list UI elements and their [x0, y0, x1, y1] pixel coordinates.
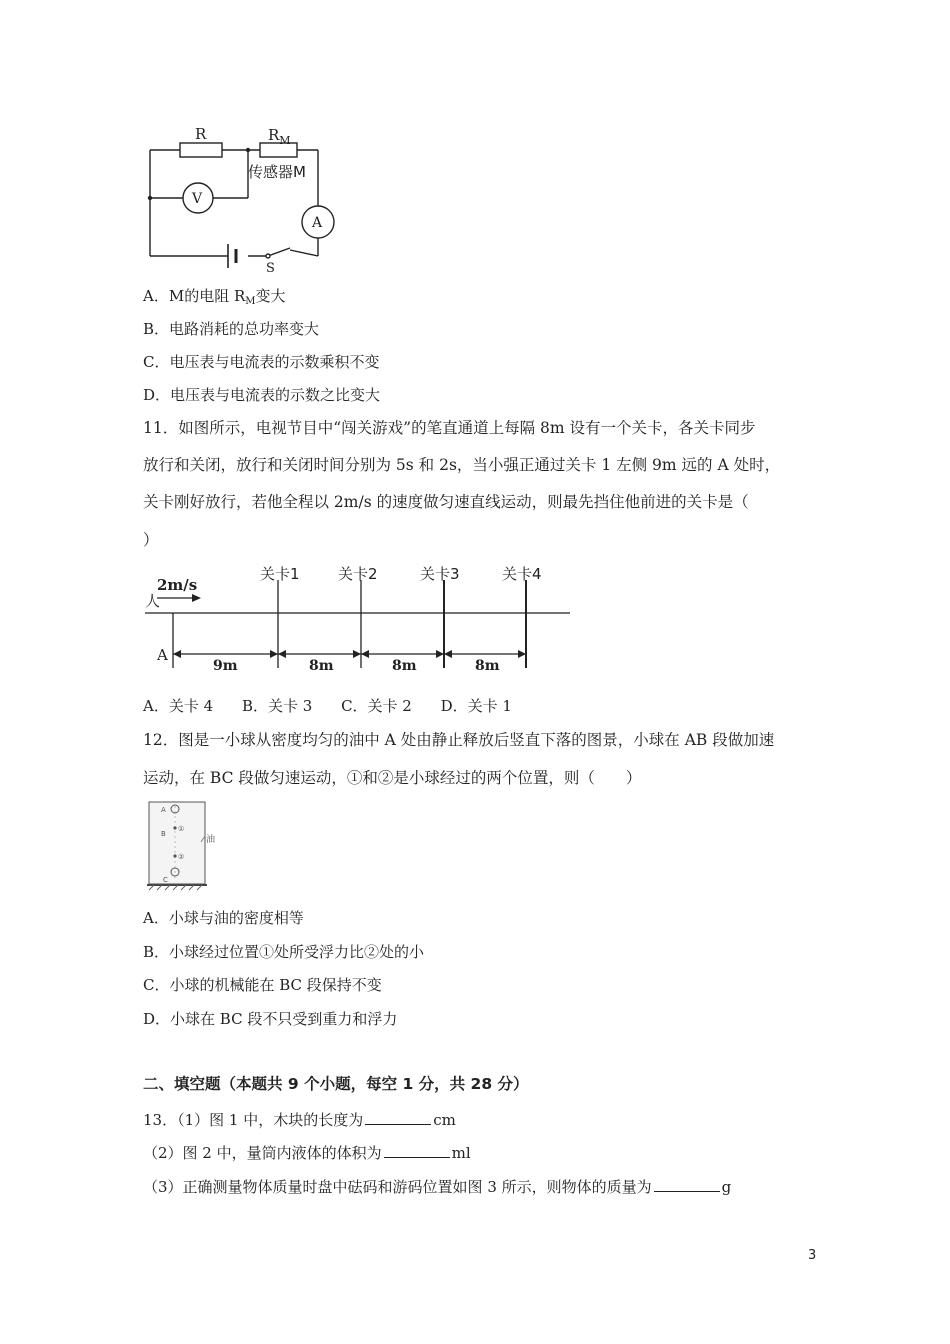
distance-3-label: 8m: [392, 658, 417, 674]
gate-4-label: 关卡4: [502, 565, 542, 583]
distance-1-label: 9m: [213, 658, 238, 674]
q10-option-d: D．电压表与电流表的示数之比变大: [143, 386, 381, 404]
q10-option-a: A．M的电阻 $R_M$变大: [143, 287, 286, 307]
q11-line-1: 11．如图所示，电视节目中“闯关游戏”的笔直通道上每隔 8m 设有一个关卡，各关卡同步: [143, 419, 756, 437]
circuit-rm-main: R: [268, 126, 280, 144]
distance-4-label: 8m: [475, 658, 500, 674]
q12-option-d: D．小球在 BC 段不只受到重力和浮力: [143, 1010, 398, 1028]
q12-line-1: 12．图是一小球从密度均匀的油中 A 处由静止释放后竖直下落的图景，小球在 AB 段做加速: [143, 731, 775, 749]
circuit-rm-label: [268, 126, 291, 147]
q13-line-2: （2）图 2 中，量筒内液体的体积为 ml: [143, 1144, 471, 1162]
q10-option-b: B．电路消耗的总功率变大: [143, 320, 320, 338]
oil-ball-diagram: [145, 798, 225, 894]
q13-line-3: （3）正确测量物体质量时盘中砝码和游码位置如图 3 所示，则物体的质量为 g: [143, 1178, 732, 1196]
gate-diagram: [145, 560, 575, 675]
gate-3-label: 关卡3: [420, 565, 460, 583]
circuit-diagram: [140, 120, 350, 275]
oil-point-a: A: [161, 806, 166, 814]
q10-option-c: C．电压表与电流表的示数乘积不变: [143, 353, 380, 371]
oil-pos-1: ①: [178, 825, 185, 833]
switch-label: S: [266, 261, 275, 276]
point-a-label: A: [157, 646, 168, 664]
circuit-r-label: R: [195, 125, 207, 143]
q12-option-c: C．小球的机械能在 BC 段保持不变: [143, 976, 382, 994]
q11-option-c: C．关卡 2: [341, 697, 412, 715]
person-label: 人: [145, 592, 161, 610]
oil-label: 油: [206, 835, 216, 845]
distance-2-label: 8m: [309, 658, 334, 674]
q11-options: [143, 696, 536, 716]
q11-option-a: A．关卡 4: [143, 697, 214, 715]
circuit-sensor-label: 传感器M: [248, 163, 306, 181]
q12-line-2: 运动，在 BC 段做匀速运动，①和②是小球经过的两个位置，则（ ）: [143, 769, 642, 787]
q11-option-b: B．关卡 3: [241, 697, 313, 715]
q13-line-1: 13．（1）图 1 中，木块的长度为 cm: [143, 1111, 456, 1129]
q11-line-4: ）: [143, 531, 159, 549]
q12-option-b: B．小球经过位置①处所受浮力比②处的小: [143, 943, 425, 961]
q13-blank-1[interactable]: [365, 1110, 431, 1125]
q13-blank-3[interactable]: [654, 1177, 720, 1192]
section-2-heading: 二、填空题（本题共 9 个小题，每空 1 分，共 28 分）: [143, 1075, 529, 1093]
q11-option-d: D．关卡 1: [440, 697, 512, 715]
circuit-rm-sub: M: [279, 134, 291, 147]
gate-2-label: 关卡2: [338, 565, 378, 583]
ammeter-label: A: [312, 215, 323, 231]
q11-line-3: 关卡刚好放行，若他全程以 2m/s 的速度做匀速直线运动，则最先挡住他前进的关卡是（: [143, 493, 749, 511]
oil-point-b: B: [161, 830, 166, 838]
q12-option-a: A．小球与油的密度相等: [143, 909, 304, 927]
q11-line-2: 放行和关闭，放行和关闭时间分别为 5s 和 2s，当小强正通过关卡 1 左侧 9m 远的 A 处时，: [143, 456, 781, 474]
voltmeter-label: V: [192, 191, 203, 207]
gate-1-label: 关卡1: [260, 565, 300, 583]
page-number: 3: [808, 1248, 817, 1263]
speed-label: 2m/s: [157, 576, 198, 594]
oil-pos-2: ②: [178, 853, 185, 861]
oil-point-c: C: [163, 876, 168, 884]
q13-blank-2[interactable]: [384, 1143, 450, 1158]
